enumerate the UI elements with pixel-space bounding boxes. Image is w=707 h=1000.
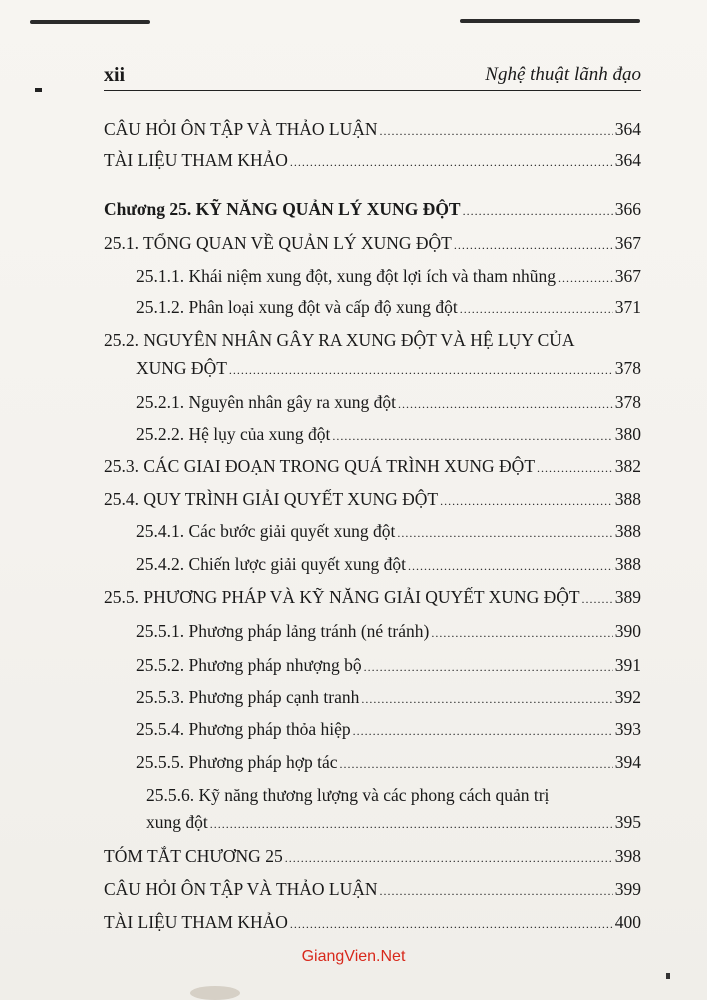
toc-leader-dots <box>290 911 613 935</box>
scan-speck <box>35 88 42 92</box>
toc-entry-label: 25.1. TỔNG QUAN VỀ QUẢN LÝ XUNG ĐỘT <box>104 233 452 253</box>
toc-entry-label: 25.4.1. Các bước giải quyết xung đột <box>136 521 396 541</box>
toc-entry-label: 25.5.2. Phương pháp nhượng bộ <box>136 655 362 675</box>
toc-entry-page: 394 <box>614 752 641 772</box>
toc-leader-dots <box>332 423 612 447</box>
toc-entry-page: 388 <box>614 521 641 541</box>
toc-entry-label: 25.5.4. Phương pháp thỏa hiệp <box>136 719 351 739</box>
toc-entry <box>104 845 641 869</box>
toc-entry-page: 366 <box>614 199 641 219</box>
toc-entry-label: 25.1.1. Khái niệm xung đột, xung đột lợi ích và tham nhũng <box>136 266 556 286</box>
toc-entry-page: 367 <box>614 233 641 253</box>
toc-leader-dots <box>340 751 613 775</box>
toc-entry <box>136 520 641 544</box>
toc-leader-dots <box>454 232 613 256</box>
toc-entry-page: 382 <box>614 456 641 476</box>
toc-entry-label: TÀI LIỆU THAM KHẢO <box>104 150 288 170</box>
toc-entry-page: 400 <box>614 912 641 932</box>
toc-entry <box>136 265 641 289</box>
toc-entry-label: CÂU HỎI ÔN TẬP VÀ THẢO LUẬN <box>104 119 378 139</box>
site-watermark: GiangVien.Net <box>301 948 406 965</box>
toc-entry <box>104 586 641 610</box>
toc-entry-label-line1: 25.5.6. Kỹ năng thương lượng và các phong cách quản trị <box>146 785 550 805</box>
toc-entry <box>104 149 641 173</box>
toc-entry-page: 392 <box>614 687 641 707</box>
toc-entry-page: 395 <box>614 812 641 832</box>
toc-entry <box>136 751 641 775</box>
toc-entry-page: 371 <box>614 297 641 317</box>
toc-leader-dots <box>463 198 613 222</box>
toc-leader-dots <box>290 149 613 173</box>
toc-entry-page: 378 <box>614 392 641 412</box>
toc-entry-page: 388 <box>614 554 641 574</box>
toc-entry-label: 25.1.2. Phân loại xung đột và cấp độ xung đột <box>136 297 458 317</box>
toc-entry <box>136 423 641 447</box>
scan-edge-mark <box>460 19 640 23</box>
book-title: Nghệ thuật lãnh đạo <box>485 64 641 85</box>
toc-entry-page: 389 <box>614 587 641 607</box>
scan-edge-mark <box>30 20 150 24</box>
toc-entry-page: 391 <box>614 655 641 675</box>
toc-entry <box>136 296 641 320</box>
toc-leader-dots <box>380 118 613 142</box>
toc-entry-label: XUNG ĐỘT <box>136 358 227 378</box>
toc-entry-page: 388 <box>614 489 641 509</box>
toc-entry-label: CÂU HỎI ÔN TẬP VÀ THẢO LUẬN <box>104 879 378 899</box>
toc-entry-page: 380 <box>614 424 641 444</box>
toc-entry-page: 367 <box>614 266 641 286</box>
toc-chapter-entry <box>104 198 641 222</box>
toc-entry-page: 390 <box>614 621 641 641</box>
toc-leader-dots <box>210 811 613 835</box>
toc-entry-page: 399 <box>614 879 641 899</box>
toc-leader-dots <box>229 357 613 381</box>
toc-entry-page: 398 <box>614 846 641 866</box>
toc-entry-label: 25.4.2. Chiến lược giải quyết xung đột <box>136 554 407 574</box>
toc-entry-label-line1: 25.2. NGUYÊN NHÂN GÂY RA XUNG ĐỘT VÀ HỆ LỤY CỦA <box>104 330 575 350</box>
toc-leader-dots <box>582 586 613 610</box>
toc-entry-label: xung đột <box>146 812 208 832</box>
toc-entry-page: 364 <box>614 119 641 139</box>
toc-entry-page: 378 <box>614 358 641 378</box>
toc-entry-label: 25.3. CÁC GIAI ĐOẠN TRONG QUÁ TRÌNH XUNG ĐỘT <box>104 456 536 476</box>
toc-leader-dots <box>364 654 613 678</box>
toc-leader-dots <box>431 620 612 644</box>
toc-entry <box>136 718 641 742</box>
toc-entry-label: 25.5.1. Phương pháp lảng tránh (né tránh) <box>136 621 430 641</box>
toc-leader-dots <box>558 265 613 289</box>
toc-leader-dots <box>398 391 613 415</box>
toc-entry <box>104 488 641 512</box>
toc-entry <box>136 654 641 678</box>
toc-entry <box>136 553 641 577</box>
toc-entry <box>104 232 641 256</box>
toc-entry <box>104 911 641 935</box>
toc-entry-label: 25.4. QUY TRÌNH GIẢI QUYẾT XUNG ĐỘT <box>104 489 439 509</box>
toc-entry-label: 25.5.3. Phương pháp cạnh tranh <box>136 687 360 707</box>
toc-entry-label: 25.2.1. Nguyên nhân gây ra xung đột <box>136 392 397 412</box>
scan-speck <box>666 973 670 979</box>
toc-entry <box>104 878 641 902</box>
toc-leader-dots <box>408 553 613 577</box>
toc-entry-label: TÓM TẮT CHƯƠNG 25 <box>104 846 283 866</box>
toc-leader-dots <box>353 718 613 742</box>
toc-entry <box>104 118 641 142</box>
toc-leader-dots <box>460 296 613 320</box>
toc-entry-label: 25.5.5. Phương pháp hợp tác <box>136 752 338 772</box>
toc-leader-dots <box>361 686 612 710</box>
toc-leader-dots <box>380 878 613 902</box>
toc-entry <box>136 357 641 381</box>
toc-leader-dots <box>440 488 613 512</box>
toc-entry-label: TÀI LIỆU THAM KHẢO <box>104 912 288 932</box>
page-number: xii <box>104 64 126 86</box>
toc-leader-dots <box>285 845 613 869</box>
toc-entry-page: 393 <box>614 719 641 739</box>
toc-entry <box>136 686 641 710</box>
toc-entry-label: Chương 25. KỸ NĂNG QUẢN LÝ XUNG ĐỘT <box>104 199 461 219</box>
toc-entry-label: 25.5. PHƯƠNG PHÁP VÀ KỸ NĂNG GIẢI QUYẾT XUNG ĐỘT <box>104 587 580 607</box>
running-header <box>104 60 641 91</box>
toc-entry <box>104 455 641 479</box>
toc-leader-dots <box>397 520 612 544</box>
scan-smudge <box>190 986 240 1000</box>
toc-entry <box>136 391 641 415</box>
toc-entry <box>136 620 641 644</box>
toc-entry-page: 364 <box>614 150 641 170</box>
toc-entry <box>146 811 641 835</box>
toc-leader-dots <box>537 455 613 479</box>
toc-entry-label: 25.2.2. Hệ lụy của xung đột <box>136 424 331 444</box>
